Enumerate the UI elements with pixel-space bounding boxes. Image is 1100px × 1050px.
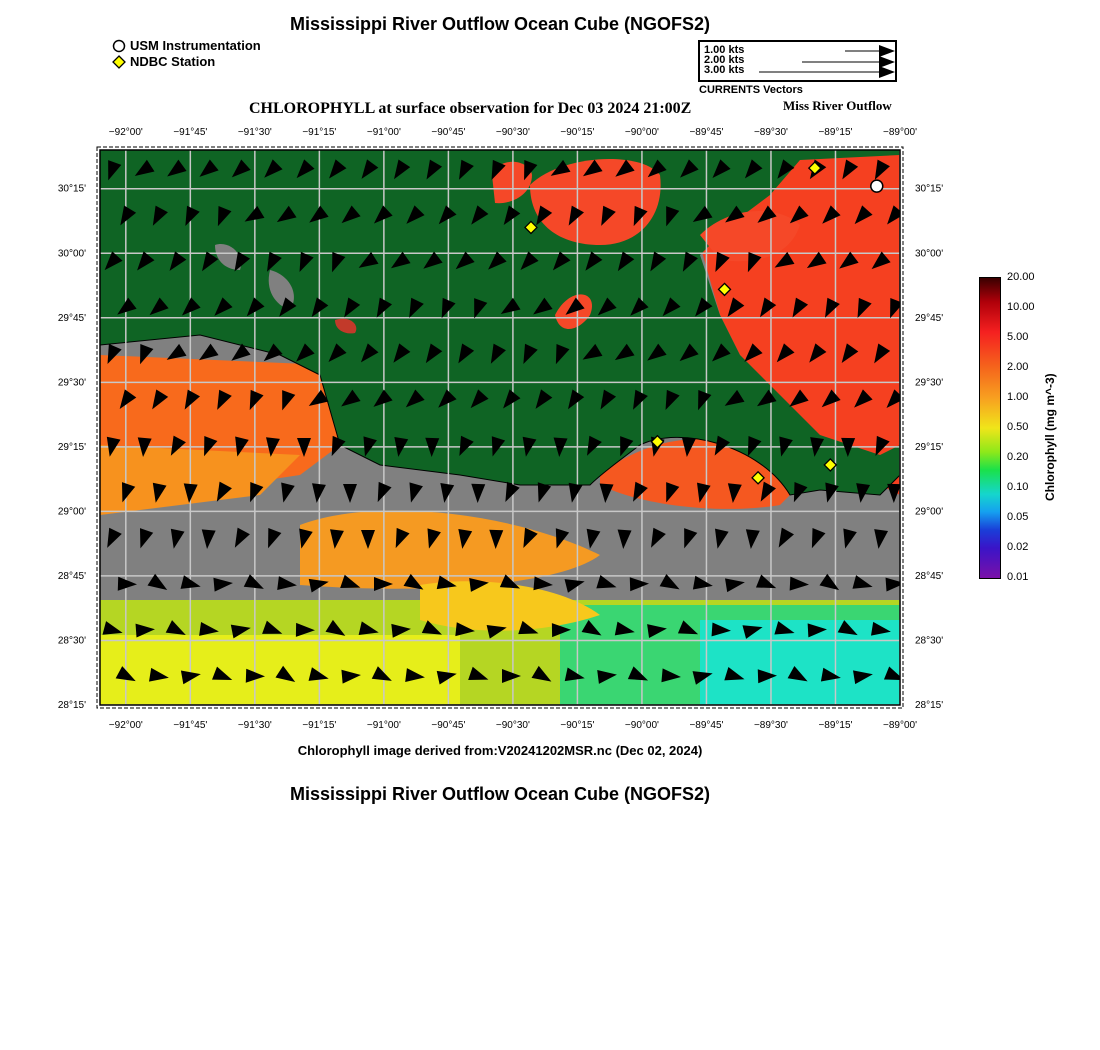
vector-arrow-icon <box>879 56 895 68</box>
colorbar-gradient <box>979 277 1001 579</box>
lon-tick-label: −92°00' <box>108 720 143 731</box>
lon-tick-label: −91°00' <box>366 127 401 138</box>
lon-tick-label: −89°30' <box>753 720 788 731</box>
lon-tick-label: −90°30' <box>495 127 530 138</box>
lon-tick-label: −90°00' <box>624 720 659 731</box>
lat-tick-label: 28°30' <box>915 635 944 647</box>
lat-tick-label: 30°15' <box>57 183 86 195</box>
lon-labels-top <box>109 127 917 138</box>
vector-key-arrows <box>755 42 895 80</box>
lon-tick-label: −89°45' <box>689 720 724 731</box>
vector-key-3: 3.00 kts <box>704 64 745 76</box>
vector-arrow-icon <box>879 66 895 78</box>
lat-tick-label: 29°00' <box>915 506 944 518</box>
legend-usm <box>112 38 261 53</box>
lat-tick-label: 28°15' <box>915 700 944 711</box>
colorbar-tick-label: 2.00 <box>1007 361 1029 373</box>
circle-marker-icon <box>112 39 126 53</box>
lat-tick-label: 29°45' <box>915 312 944 324</box>
lon-labels-bottom <box>109 720 917 731</box>
lon-tick-label: −91°30' <box>237 127 272 138</box>
lat-tick-label: 30°00' <box>915 248 944 260</box>
lon-tick-label: −90°15' <box>560 720 595 731</box>
colorbar-tick-label: 0.01 <box>1007 571 1029 583</box>
lon-tick-label: −91°15' <box>302 720 337 731</box>
lon-tick-label: −91°00' <box>366 720 401 731</box>
lat-tick-label: 28°30' <box>57 635 86 647</box>
lon-tick-label: −91°45' <box>173 720 208 731</box>
image-source-caption: Chlorophyll image derived from:V20241202MSR.nc (Dec 02, 2024) <box>297 743 703 758</box>
colorbar-tick-label: 20.00 <box>1007 271 1035 283</box>
colorbar-tick-label: 1.00 <box>1007 391 1029 403</box>
legend-ndbc <box>112 54 261 69</box>
lon-tick-label: −91°30' <box>237 720 272 731</box>
lon-tick-label: −90°45' <box>431 720 466 731</box>
lat-tick-label: 29°30' <box>915 377 944 389</box>
lat-tick-label: 28°15' <box>57 700 86 711</box>
lon-tick-label: −92°00' <box>108 127 143 138</box>
colorbar-tick-label: 5.00 <box>1007 331 1029 343</box>
lat-tick-label: 29°45' <box>57 312 86 324</box>
vector-key-2: 2.00 kts <box>704 54 745 66</box>
lat-tick-label: 29°30' <box>57 377 86 389</box>
colorbar <box>979 271 1057 583</box>
colorbar-tick-label: 0.20 <box>1007 451 1029 463</box>
lat-tick-label: 29°00' <box>57 506 86 518</box>
vector-key-title: CURRENTS Vectors <box>699 84 803 96</box>
vector-key-1: 1.00 kts <box>704 44 745 56</box>
lat-labels-left <box>58 184 86 711</box>
lon-tick-label: −90°45' <box>431 127 466 138</box>
lon-tick-label: −89°00' <box>883 127 917 138</box>
vector-arrow-icon <box>879 45 895 57</box>
chlorophyll-map <box>0 115 960 735</box>
lon-tick-label: −89°15' <box>818 720 853 731</box>
lat-tick-label: 29°15' <box>915 441 944 453</box>
lon-tick-label: −89°00' <box>883 720 917 731</box>
colorbar-tick-label: 0.05 <box>1007 511 1029 523</box>
lat-tick-label: 28°45' <box>57 570 86 582</box>
lat-tick-label: 30°15' <box>915 183 944 195</box>
usm-station-marker <box>871 180 883 192</box>
lon-tick-label: −89°45' <box>689 127 724 138</box>
lon-tick-label: −91°45' <box>173 127 208 138</box>
lat-labels-right <box>915 184 943 711</box>
station-legend <box>112 38 261 69</box>
diamond-marker-icon <box>112 55 126 69</box>
lat-tick-label: 28°45' <box>915 570 944 582</box>
chl-band-cyan <box>700 620 900 705</box>
colorbar-tick-label: 0.10 <box>1007 481 1029 493</box>
region-label: Miss River Outflow <box>783 98 892 113</box>
colorbar-tick-label: 0.02 <box>1007 541 1029 553</box>
lon-tick-label: −90°15' <box>560 127 595 138</box>
lat-tick-label: 30°00' <box>57 248 86 260</box>
footer-title: Mississippi River Outflow Ocean Cube (NGOFS2) <box>289 784 711 804</box>
lon-tick-label: −90°00' <box>624 127 659 138</box>
vector-key <box>698 40 897 82</box>
lon-tick-label: −91°15' <box>302 127 337 138</box>
lon-tick-label: −89°30' <box>753 127 788 138</box>
colorbar-title: Chlorophyll (mg m^-3) <box>1043 373 1057 501</box>
legend-ndbc-label: NDBC Station <box>130 54 216 69</box>
lat-tick-label: 29°15' <box>57 441 86 453</box>
lon-tick-label: −90°30' <box>495 720 530 731</box>
colorbar-tick-label: 10.00 <box>1007 301 1035 313</box>
map-subtitle: CHLOROPHYLL at surface observation for Dec 03 2024 21:00Z <box>249 100 692 117</box>
lon-tick-label: −89°15' <box>818 127 853 138</box>
map-panel <box>0 115 960 740</box>
page-title: Mississippi River Outflow Ocean Cube (NGOFS2) <box>289 14 711 34</box>
colorbar-tick-label: 0.50 <box>1007 421 1029 433</box>
legend-usm-label: USM Instrumentation <box>130 38 261 53</box>
